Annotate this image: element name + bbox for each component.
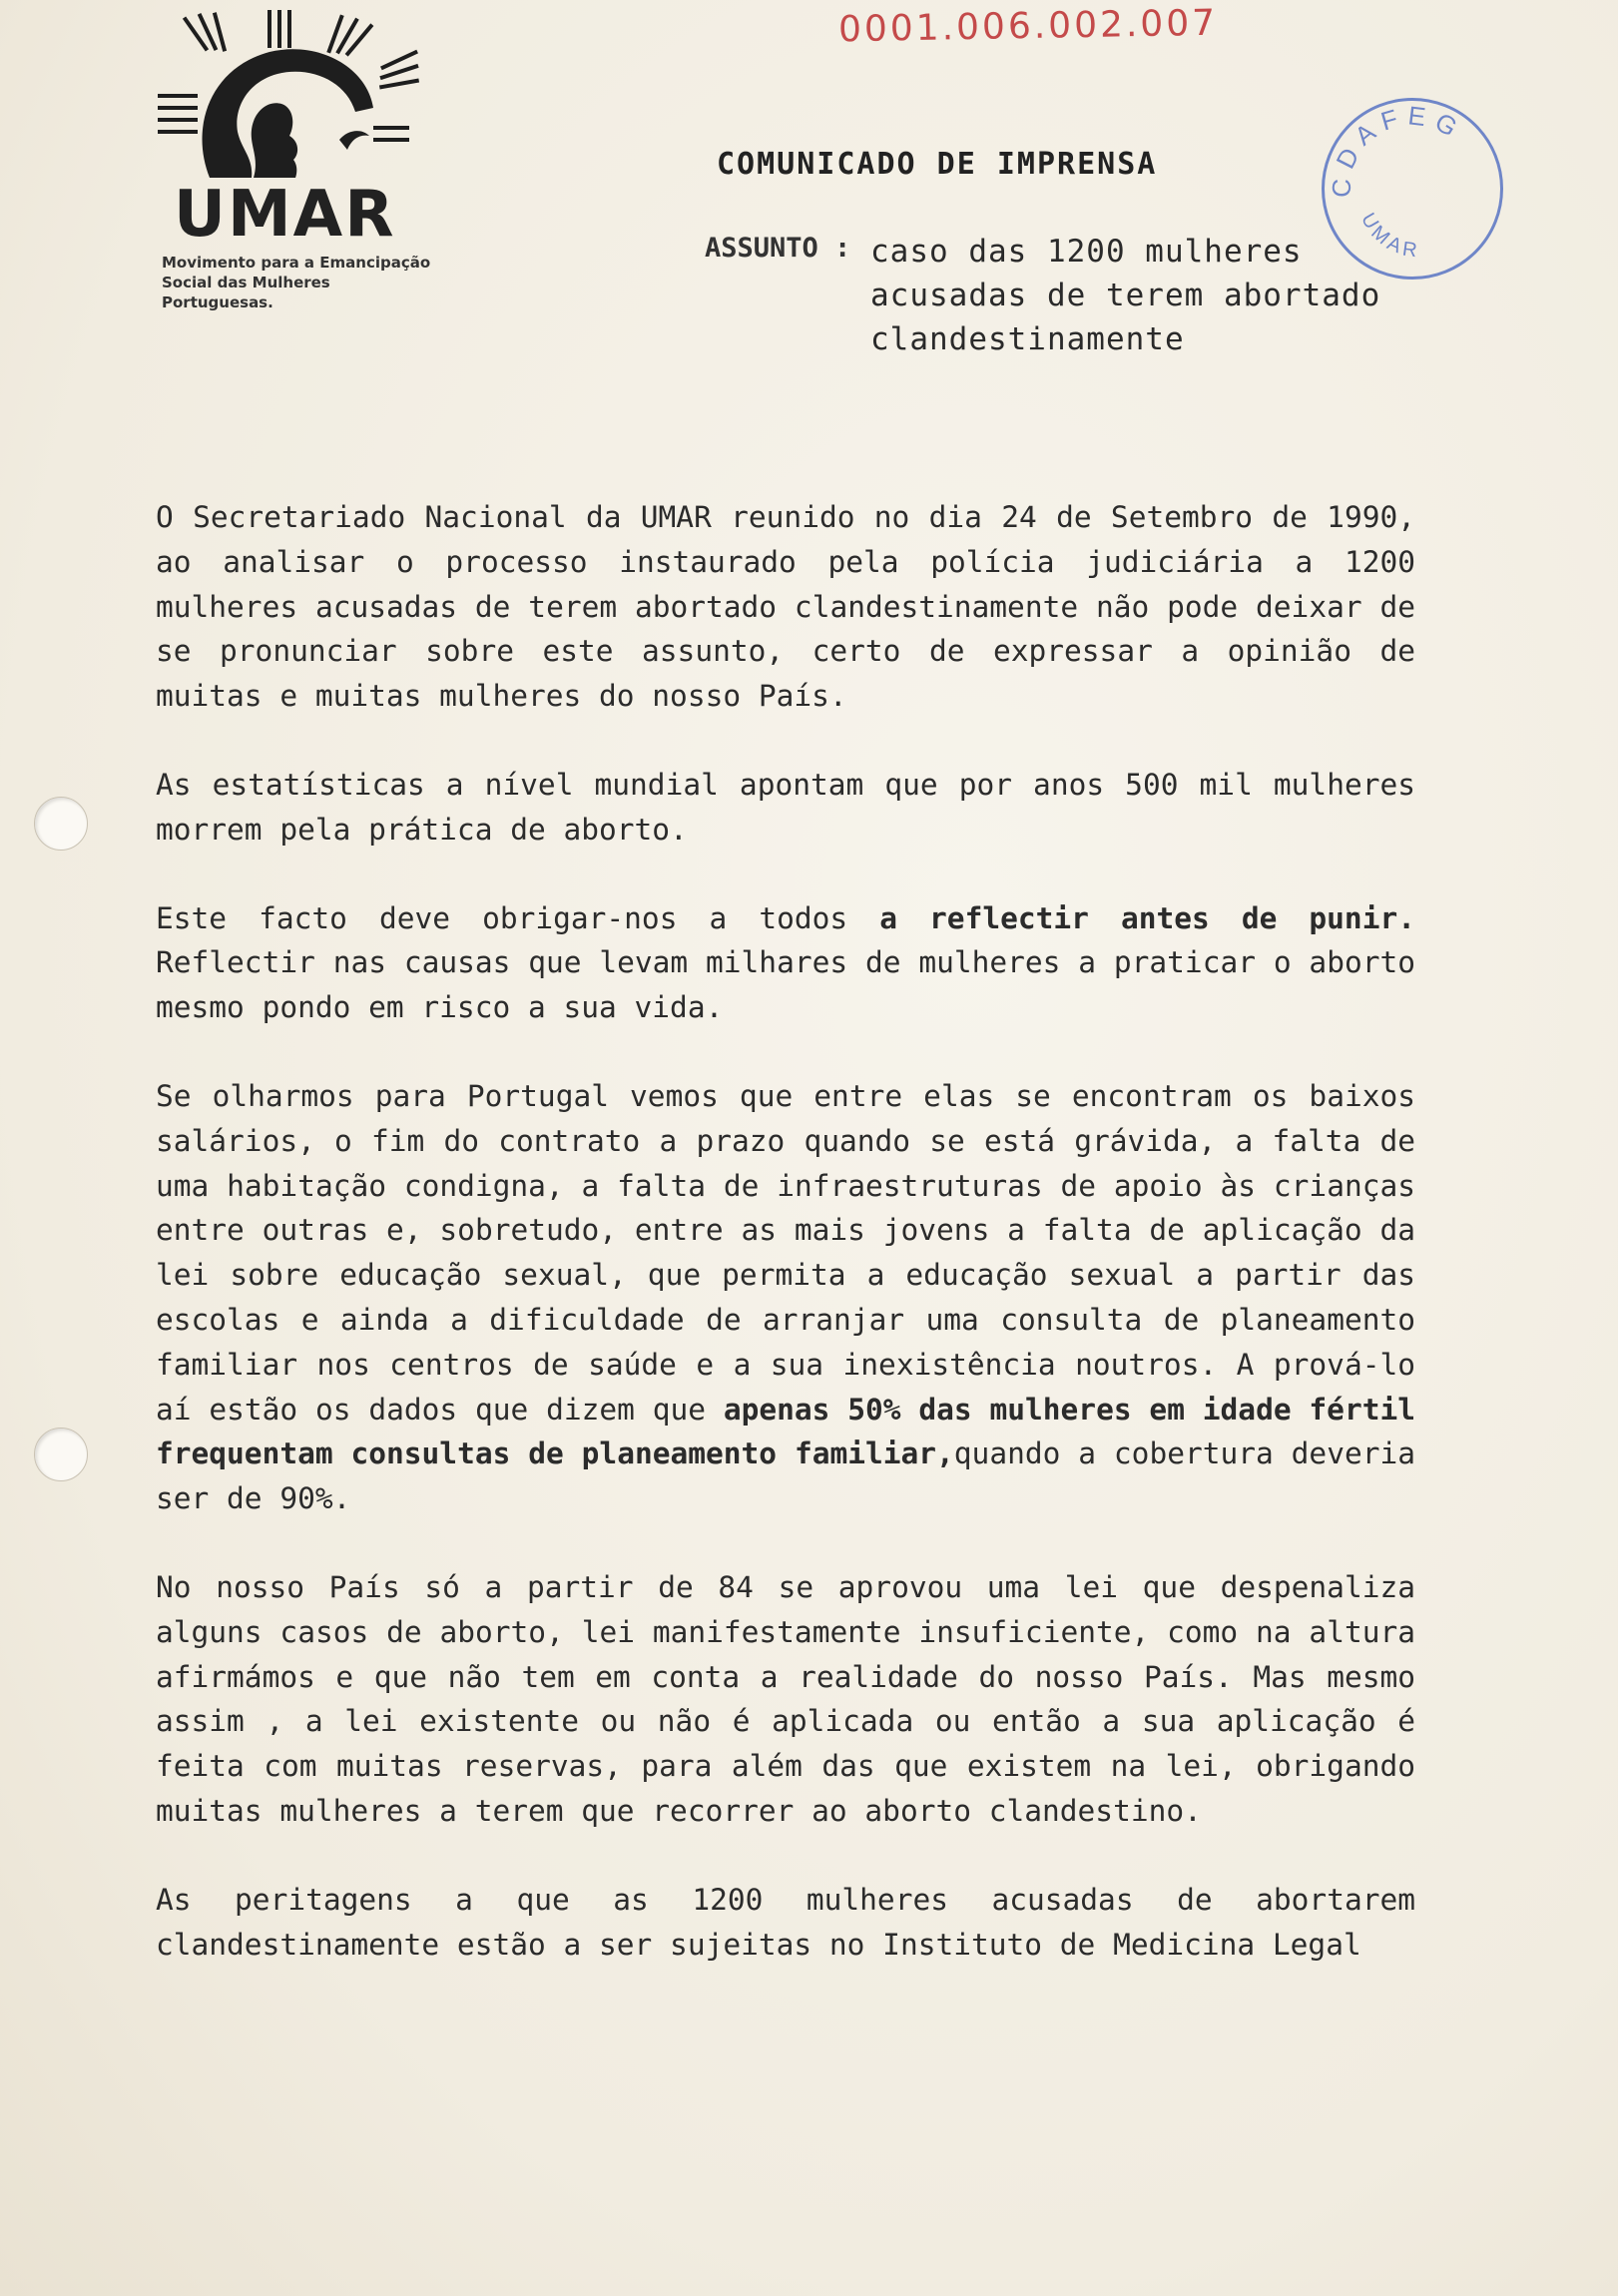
paragraph-5: No nosso País só a partir de 84 se aprovou uma lei que despenaliza alguns casos de aborto, lei manifestamente insuficiente, como na altura afirmámos e que não tem em conta a realidade do nosso País. Mas mesmo assim , a lei existente ou não é aplicada ou então a sua aplicação é feita com muitas reservas, para além das que existem na lei, obrigando muitas mulheres a terem que recorrer ao aborto clandestino. [156,1569,1415,1828]
paragraph-3-text-b: Reflectir nas causas que levam milhares de mulheres a praticar o aborto mesmo pondo em risco a sua vida. [156,945,1415,1025]
paragraph-3 [156,896,1415,1030]
paragraph-1: O Secretariado Nacional da UMAR reunido no dia 24 de Setembro de 1990, ao analisar o processo instaurado pela polícia judiciária a 1200 mulheres acusadas de terem abortado clandestinamente não pode deixar de se pronunciar sobre este assunto, certo de expressar a opinião de muitas e muitas mulheres do nosso País. [156,500,1415,714]
paragraph-4-bold: apenas 50% das mulheres em idade fértil frequentam consultas de planeamento familiar, [156,1392,1415,1471]
umar-emblem-icon [150,8,429,188]
press-release-title: COMUNICADO DE IMPRENSA [717,147,1158,182]
paragraph-4-text-b: quando a cobertura deveria ser de 90%. [156,1436,1415,1516]
paragraph-3-text-a: Este facto deve obrigar-nos a todos [156,900,880,935]
logo-subtitle: Movimento para a Emancipação Social das Mulheres Portuguesas. [162,254,431,311]
svg-text:CDAFEG [1327,100,1470,198]
subject-label: ASSUNTO : [705,233,851,264]
paragraph-6: As peritagens a que as 1200 mulheres acusadas de abortarem clandestinamente estão a ser sujeitas no Instituto de Medicina Legal [156,1882,1415,1962]
punch-hole-top [34,797,88,851]
logo-name: UMAR [174,178,396,252]
paragraph-4-text-a: Se olharmos para Portugal vemos que entre elas se encontram os baixos salários, o fim do contrato a prazo quando se está grávida, a falta de uma habitação condigna, a falta de infraestruturas de apoio às crianças entre outras e, sobretudo, entre as mais jovens a falta de aplicação da lei sobre educação sexual, que permita a educação sexual a partir das escolas e ainda a dificuldade de arranjar uma consulta de planeamento familiar nos centros de saúde e a sua inexistência noutros. A prová-lo aí estão os dados que dizem que [156,1078,1415,1427]
paragraph-3-bold: a reflectir antes de punir. [879,900,1415,935]
archive-reference-number: 0001.006.002.007 [837,2,1219,51]
stamp-text-bottom: UMAR [1356,209,1422,263]
subject-text: caso das 1200 mulheres acusadas de terem abortado clandestinamente [870,234,1381,357]
press-release-body [156,495,1415,2010]
paragraph-2: As estatísticas a nível mundial apontam que por anos 500 mil mulheres morrem pela prática de aborto. [156,767,1415,847]
stamp-text-top: CDAFEG [1326,100,1470,199]
umar-logo [150,8,431,311]
punch-hole-bottom [34,1428,88,1481]
paragraph-4 [156,1074,1415,1521]
